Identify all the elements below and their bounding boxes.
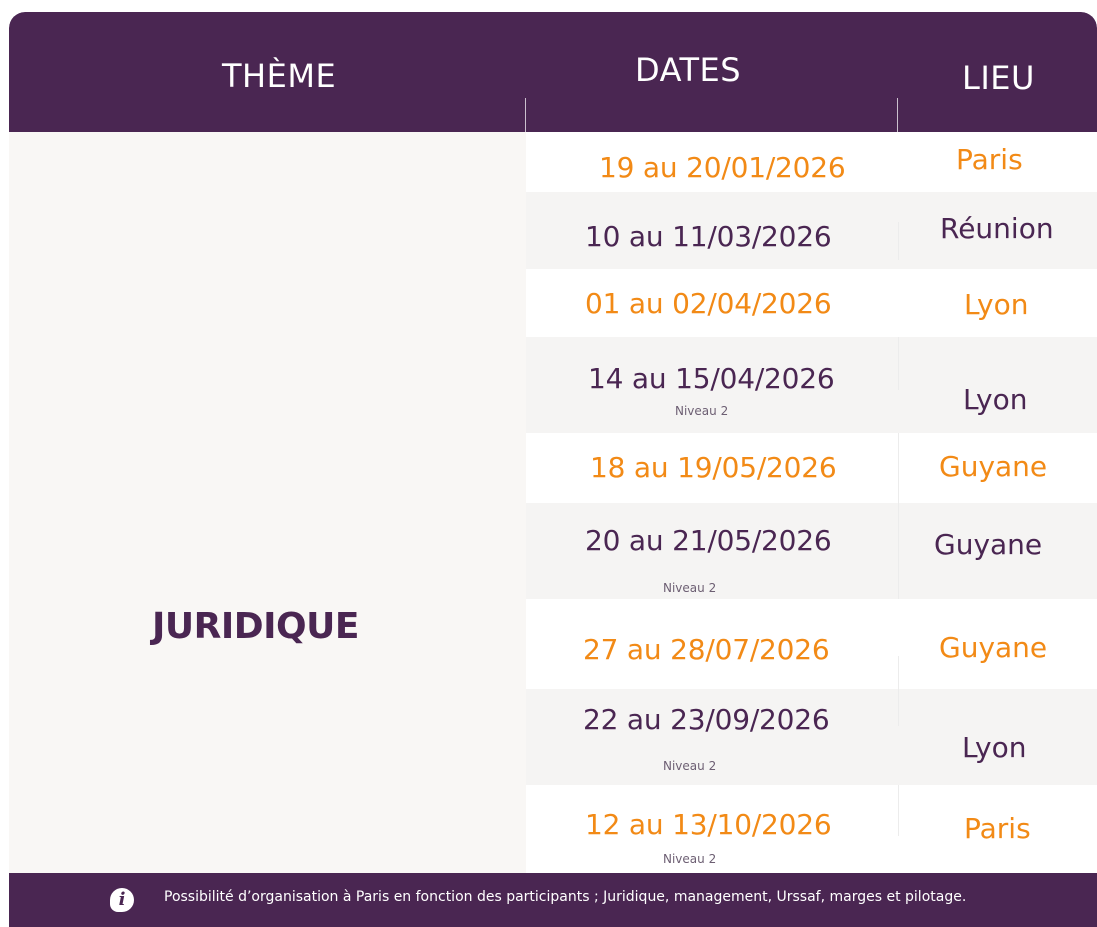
schedule-date: 01 au 02/04/2026 [585, 287, 832, 320]
schedule-row [526, 689, 1097, 785]
info-footer [9, 873, 1097, 927]
schedule-place: Paris [956, 143, 1023, 176]
schedule-date: 19 au 20/01/2026 [599, 151, 846, 184]
header-divider-dates [525, 98, 526, 132]
schedule-place: Guyane [939, 450, 1048, 483]
schedule-row [526, 269, 1097, 337]
row-divider [898, 433, 899, 503]
schedule-date: 10 au 11/03/2026 [585, 220, 832, 253]
schedule-place: Paris [964, 812, 1031, 845]
schedule-place: Lyon [964, 288, 1029, 321]
row-divider [898, 689, 899, 726]
schedule-row [526, 337, 1097, 433]
table-header [9, 12, 1097, 132]
level-note: Niveau 2 [675, 404, 729, 418]
schedule-date: 20 au 21/05/2026 [585, 524, 832, 557]
theme-cell [9, 132, 526, 873]
level-note: Niveau 2 [663, 759, 717, 773]
header-divider-place [897, 98, 898, 132]
schedule-row [526, 599, 1097, 689]
schedule-date: 27 au 28/07/2026 [583, 633, 830, 666]
level-note: Niveau 2 [663, 852, 717, 866]
schedule-row [526, 433, 1097, 503]
schedule-row [526, 503, 1097, 599]
schedule-row [526, 192, 1097, 269]
schedule-place: Réunion [940, 212, 1054, 245]
theme-label: JURIDIQUE [152, 606, 359, 647]
schedule-place: Guyane [939, 631, 1048, 664]
schedule-date: 12 au 13/10/2026 [585, 808, 832, 841]
schedule-date: 14 au 15/04/2026 [588, 362, 835, 395]
schedule-place: Guyane [934, 528, 1043, 561]
info-icon: i [110, 888, 134, 912]
footer-note: Possibilité d’organisation à Paris en fonction des participants ; Juridique, management, Urssaf, marges et pilotage. [164, 889, 967, 905]
schedule-row [526, 132, 1097, 192]
row-divider [898, 222, 899, 260]
level-note: Niveau 2 [663, 581, 717, 595]
training-schedule-table [9, 12, 1097, 927]
header-dates: DATES [635, 51, 742, 89]
row-divider [898, 337, 899, 390]
schedule-date: 18 au 19/05/2026 [590, 451, 837, 484]
header-place: LIEU [962, 59, 1035, 97]
header-theme: THÈME [222, 57, 337, 95]
schedule-place: Lyon [962, 731, 1027, 764]
row-divider [898, 503, 899, 599]
schedule-date: 22 au 23/09/2026 [583, 703, 830, 736]
row-divider [898, 785, 899, 836]
row-divider [898, 656, 899, 689]
schedule-row [526, 785, 1097, 873]
schedule-place: Lyon [963, 383, 1028, 416]
